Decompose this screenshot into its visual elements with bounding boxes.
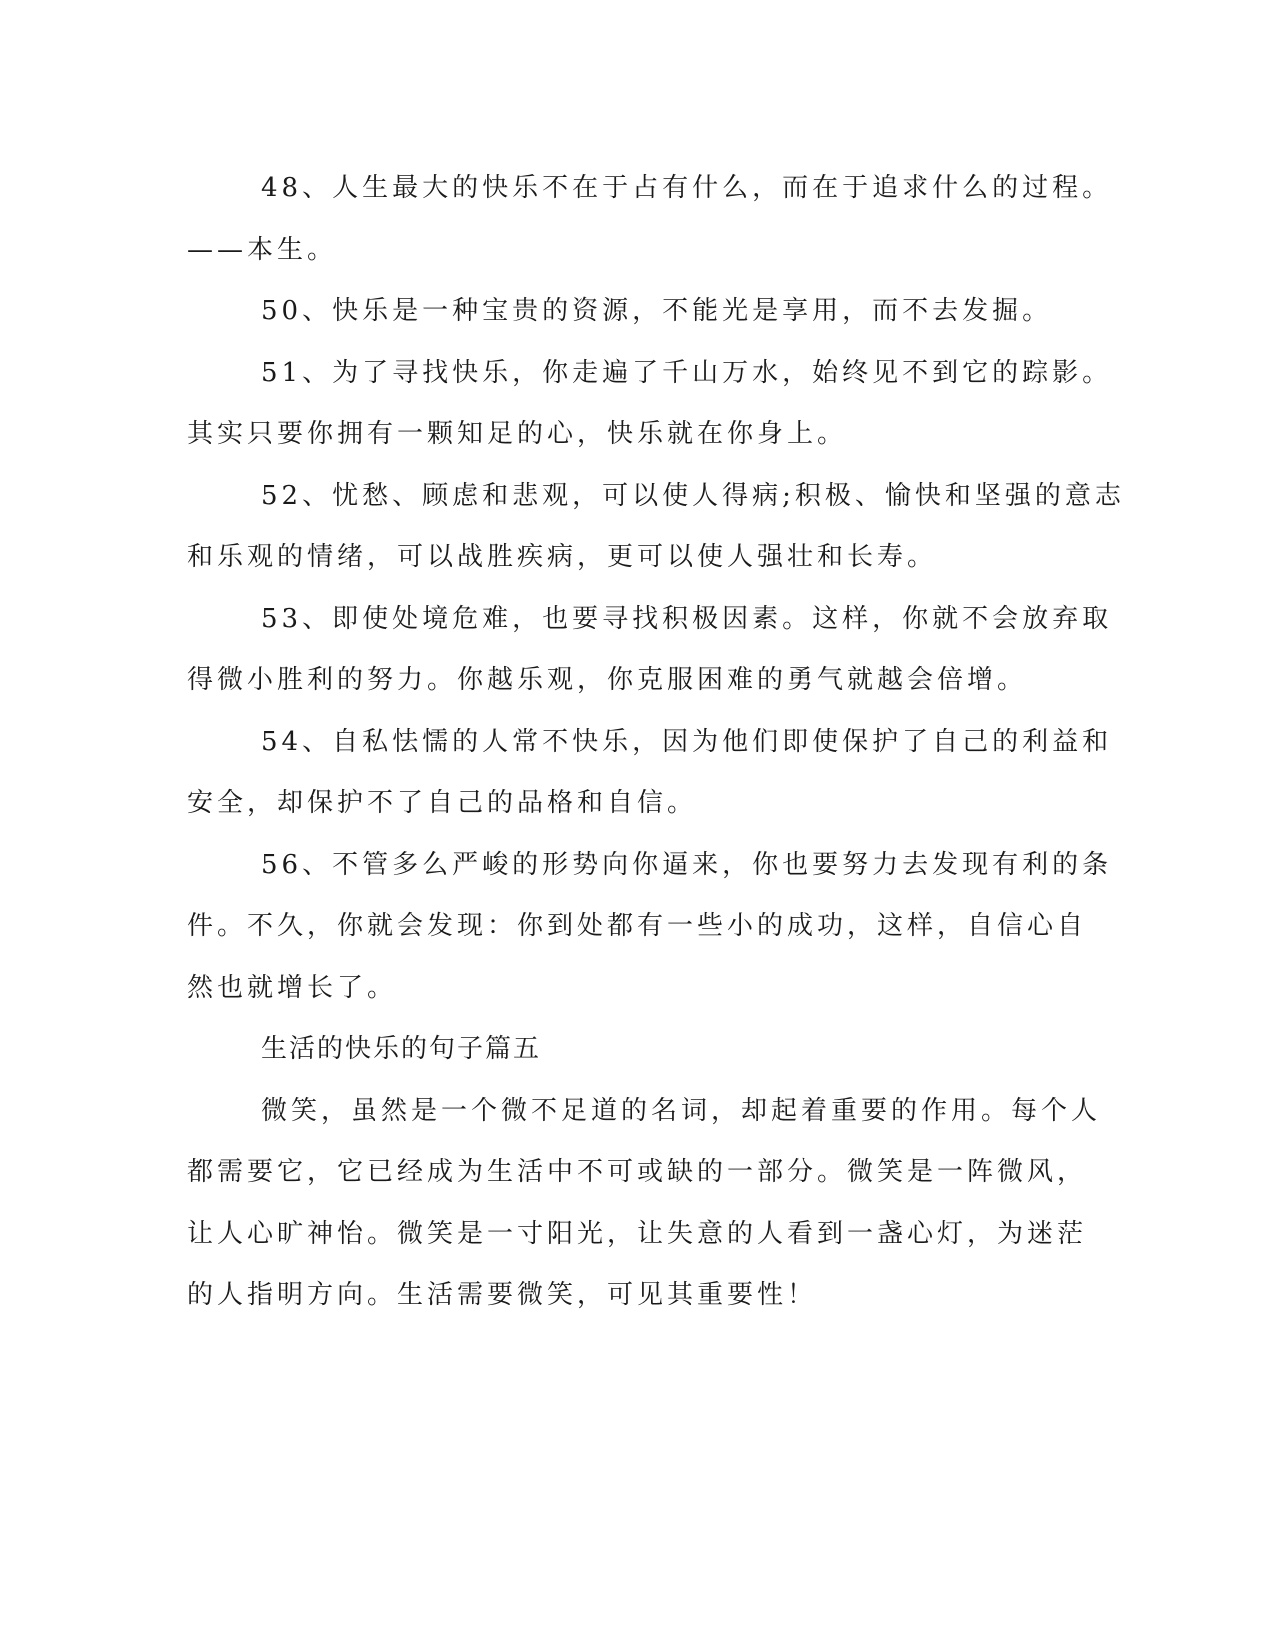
text-line: 和乐观的情绪，可以战胜疾病，更可以使人强壮和长寿。 <box>187 542 938 572</box>
text-line: 54、自私怯懦的人常不快乐，因为他们即使保护了自己的利益和 <box>261 726 1113 757</box>
text-line: 然也就增长了。 <box>187 972 398 1003</box>
text-line: 的人指明方向。生活需要微笑，可见其重要性！ <box>187 1280 818 1310</box>
text-line: ——本生。 <box>187 234 338 265</box>
quote-paragraph-51 <box>187 343 1113 466</box>
text-line: 都需要它，它已经成为生活中不可或缺的一部分。微笑是一阵微风， <box>187 1157 1088 1187</box>
text-line: 56、不管多么严峻的形势向你逼来，你也要努力去发现有利的条 <box>261 849 1113 880</box>
text-line: 52、忧愁、顾虑和悲观，可以使人得病;积极、愉快和坚强的意志 <box>261 480 1125 511</box>
quote-paragraph-50 <box>187 281 1077 343</box>
quote-paragraph-54 <box>187 712 1113 835</box>
text-line: 安全，却保护不了自己的品格和自信。 <box>187 788 698 818</box>
document-body <box>187 158 1125 1327</box>
text-line: 48、人生最大的快乐不在于占有什么，而在于追求什么的过程。 <box>261 173 1113 203</box>
text-line: 53、即使处境危难，也要寻找积极因素。这样，你就不会放弃取 <box>261 603 1113 634</box>
text-line: 件。不久，你就会发现：你到处都有一些小的成功，这样，自信心自 <box>187 911 1088 941</box>
quote-paragraph-52 <box>187 466 1125 589</box>
quote-paragraph-48 <box>187 158 1113 281</box>
text-line: 得微小胜利的努力。你越乐观，你克服困难的勇气就越会倍增。 <box>187 665 1028 695</box>
closing-paragraph <box>187 1081 1102 1327</box>
section-heading: 生活的快乐的句子篇五 <box>261 1034 542 1064</box>
text-line: 其实只要你拥有一颗知足的心，快乐就在你身上。 <box>187 419 848 449</box>
quote-paragraph-53 <box>187 589 1113 712</box>
text-line: 让人心旷神怡。微笑是一寸阳光，让失意的人看到一盏心灯，为迷茫 <box>187 1218 1088 1249</box>
text-line: 微笑，虽然是一个微不足道的名词，却起着重要的作用。每个人 <box>261 1095 1102 1126</box>
text-line: 50、快乐是一种宝贵的资源，不能光是享用，而不去发掘。 <box>261 296 1053 326</box>
quote-paragraph-56 <box>187 835 1113 1020</box>
text-line: 51、为了寻找快乐，你走遍了千山万水，始终见不到它的踪影。 <box>261 357 1113 388</box>
